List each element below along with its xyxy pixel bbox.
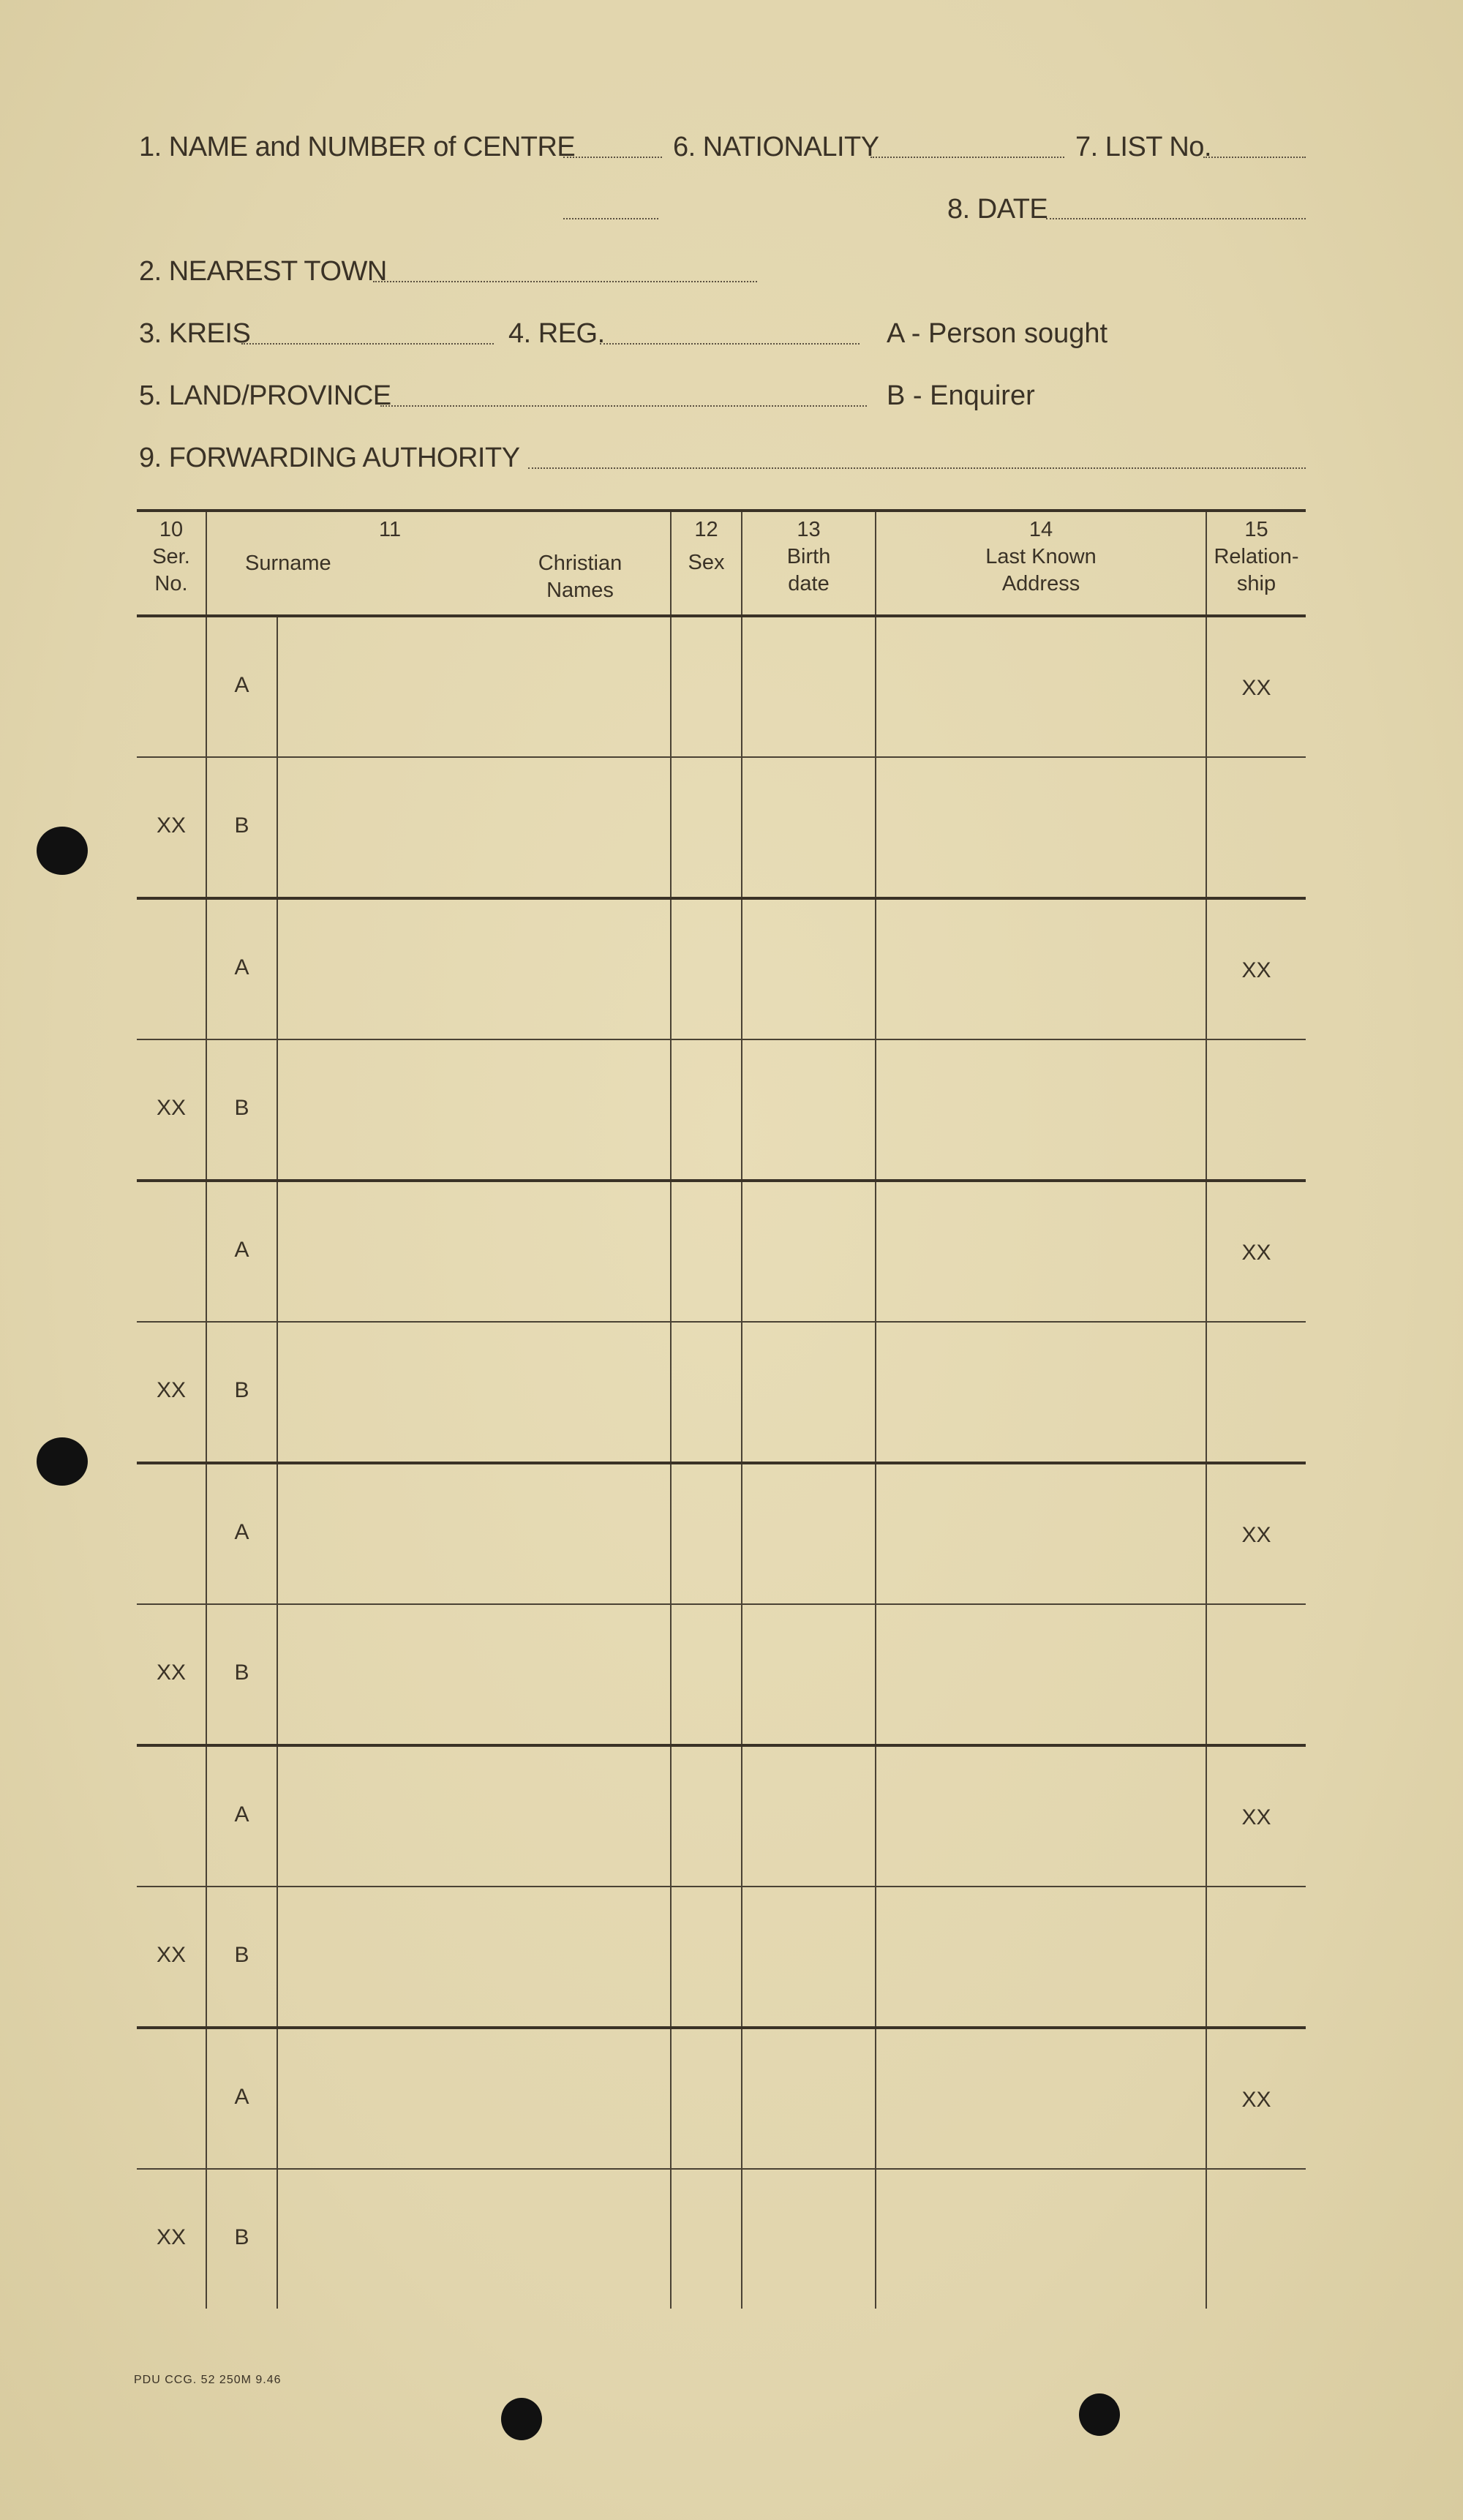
ser-no-value: XX (156, 813, 187, 838)
relationship-cell (1206, 2028, 1306, 2169)
sex-cell[interactable] (671, 898, 742, 1039)
relationship-cell (1206, 1039, 1306, 1181)
address-cell[interactable] (876, 1039, 1206, 1181)
nearest-town-label: 2. NEAREST TOWN (139, 256, 387, 287)
ser-no-value: XX (156, 2225, 187, 2249)
reg-label: 4. REG. (508, 318, 605, 349)
table-row (137, 757, 1306, 898)
col-sex: 12 Sex (671, 511, 742, 616)
birth-date-cell[interactable] (742, 1604, 876, 1745)
forwarding-authority-field[interactable] (528, 467, 1306, 469)
birth-date-cell[interactable] (742, 1745, 876, 1887)
relationship-cell (1206, 1604, 1306, 1745)
birth-date-cell[interactable] (742, 1039, 876, 1181)
list-no-field[interactable] (1203, 157, 1306, 158)
ab-cell (206, 616, 277, 757)
punch-hole (501, 2398, 542, 2440)
ab-value: A (234, 673, 249, 697)
col-relationship: 15 Relation- ship (1206, 511, 1306, 616)
relationship-cell (1206, 1745, 1306, 1887)
ab-value: B (234, 1660, 249, 1685)
relationship-cell (1206, 2169, 1306, 2309)
col-ser-no: 10 Ser. No. (137, 511, 206, 616)
birth-date-cell[interactable] (742, 1463, 876, 1604)
table-row (137, 2028, 1306, 2169)
ab-cell (206, 1039, 277, 1181)
names-cell[interactable] (277, 1039, 671, 1181)
table-row (137, 1887, 1306, 2028)
address-cell[interactable] (876, 757, 1206, 898)
names-cell[interactable] (277, 1887, 671, 2028)
relationship-value: XX (1241, 958, 1271, 982)
sex-cell[interactable] (671, 1604, 742, 1745)
birth-date-cell[interactable] (742, 1181, 876, 1322)
relationship-cell (1206, 1463, 1306, 1604)
ab-value: A (234, 955, 249, 979)
names-cell[interactable] (277, 1181, 671, 1322)
sex-cell[interactable] (671, 1322, 742, 1463)
ab-value: B (234, 1378, 249, 1402)
names-cell[interactable] (277, 898, 671, 1039)
relationship-value: XX (1241, 1523, 1271, 1547)
ser-no-value: XX (156, 1943, 187, 1967)
address-cell[interactable] (876, 1745, 1206, 1887)
ser-no-value: XX (156, 1660, 187, 1685)
table-row (137, 1745, 1306, 1887)
relationship-value: XX (1241, 1805, 1271, 1829)
kreis-label: 3. KREIS (139, 318, 251, 349)
ab-cell (206, 1604, 277, 1745)
relationship-value: XX (1241, 2088, 1271, 2112)
sex-cell[interactable] (671, 1745, 742, 1887)
legend-person-sought: A - Person sought (887, 318, 1108, 349)
sex-cell[interactable] (671, 616, 742, 757)
forwarding-authority-label: 9. FORWARDING AUTHORITY (139, 443, 520, 473)
sex-cell[interactable] (671, 2028, 742, 2169)
relationship-value: XX (1241, 676, 1271, 700)
ab-value: A (234, 2085, 249, 2109)
relationship-value: XX (1241, 1241, 1271, 1265)
sex-cell[interactable] (671, 757, 742, 898)
names-cell[interactable] (277, 616, 671, 757)
birth-date-cell[interactable] (742, 2169, 876, 2309)
ser-no-cell (137, 1887, 206, 2028)
col-surname: Surname (245, 552, 331, 575)
sex-cell[interactable] (671, 2169, 742, 2309)
names-cell[interactable] (277, 1322, 671, 1463)
ser-no-cell (137, 898, 206, 1039)
birth-date-cell[interactable] (742, 2028, 876, 2169)
address-cell[interactable] (876, 1322, 1206, 1463)
ser-no-cell (137, 1039, 206, 1181)
table-row (137, 1039, 1306, 1181)
table-header-row (137, 511, 1306, 616)
ab-value: B (234, 813, 249, 838)
relationship-cell (1206, 1181, 1306, 1322)
ser-no-value: XX (156, 1378, 187, 1402)
ab-value: A (234, 1238, 249, 1262)
ab-cell (206, 1322, 277, 1463)
nationality-label: 6. NATIONALITY (673, 132, 879, 162)
sex-cell[interactable] (671, 1463, 742, 1604)
relationship-cell (1206, 898, 1306, 1039)
ab-value: A (234, 1520, 249, 1544)
names-cell[interactable] (277, 1463, 671, 1604)
ab-value: B (234, 2225, 249, 2249)
name-centre-field[interactable] (563, 157, 662, 158)
ser-no-cell (137, 1463, 206, 1604)
birth-date-cell[interactable] (742, 757, 876, 898)
table-row (137, 616, 1306, 757)
col-christian-names: Christian Names (538, 552, 623, 602)
names-cell[interactable] (277, 1745, 671, 1887)
address-cell[interactable] (876, 2169, 1206, 2309)
ab-value: A (234, 1802, 249, 1827)
land-province-field[interactable] (380, 405, 867, 407)
address-cell[interactable] (876, 1181, 1206, 1322)
date-field[interactable] (1046, 218, 1306, 219)
punch-hole (37, 1437, 88, 1486)
ab-cell (206, 2169, 277, 2309)
relationship-cell (1206, 616, 1306, 757)
nationality-field[interactable] (870, 157, 1064, 158)
ab-value: B (234, 1096, 249, 1120)
table-row (137, 898, 1306, 1039)
table-row (137, 1181, 1306, 1322)
reg-field[interactable] (600, 343, 860, 345)
table-row (137, 1322, 1306, 1463)
ser-no-cell (137, 616, 206, 757)
sex-cell[interactable] (671, 1181, 742, 1322)
birth-date-cell[interactable] (742, 898, 876, 1039)
col-birth-date: 13 Birth date (742, 511, 876, 616)
address-cell[interactable] (876, 616, 1206, 757)
relationship-cell (1206, 757, 1306, 898)
enquiry-table (137, 509, 1306, 2309)
ab-cell (206, 757, 277, 898)
ser-no-cell (137, 2169, 206, 2309)
names-cell[interactable] (277, 2028, 671, 2169)
date-label: 8. DATE (947, 194, 1048, 225)
ser-no-cell (137, 757, 206, 898)
ser-no-cell (137, 1181, 206, 1322)
ab-cell (206, 1745, 277, 1887)
list-no-label: 7. LIST No. (1075, 132, 1212, 162)
kreis-field[interactable] (241, 343, 494, 345)
ser-no-cell (137, 1745, 206, 1887)
relationship-cell (1206, 1322, 1306, 1463)
table-row (137, 2169, 1306, 2309)
address-cell[interactable] (876, 898, 1206, 1039)
table-row (137, 1463, 1306, 1604)
ab-cell (206, 898, 277, 1039)
address-cell[interactable] (876, 1463, 1206, 1604)
birth-date-cell[interactable] (742, 616, 876, 757)
birth-date-cell[interactable] (742, 1887, 876, 2028)
col-names: 11 Surname Christian Names (206, 511, 671, 616)
punch-hole (37, 827, 88, 875)
land-province-label: 5. LAND/PROVINCE (139, 380, 391, 411)
names-cell[interactable] (277, 1604, 671, 1745)
address-cell[interactable] (876, 1887, 1206, 2028)
printer-mark: PDU CCG. 52 250M 9.46 (134, 2374, 282, 2386)
name-centre-field-line2[interactable] (563, 218, 658, 219)
sex-cell[interactable] (671, 1039, 742, 1181)
ab-cell (206, 2028, 277, 2169)
relationship-cell (1206, 1887, 1306, 2028)
ser-no-cell (137, 1322, 206, 1463)
ser-no-cell (137, 2028, 206, 2169)
ser-no-value: XX (156, 1096, 187, 1120)
names-cell[interactable] (277, 2169, 671, 2309)
names-cell[interactable] (277, 757, 671, 898)
punch-hole (1079, 2393, 1120, 2436)
ab-cell (206, 1887, 277, 2028)
ab-cell (206, 1181, 277, 1322)
table-row (137, 1604, 1306, 1745)
sex-cell[interactable] (671, 1887, 742, 2028)
name-centre-label: 1. NAME and NUMBER of CENTRE (139, 132, 576, 162)
nearest-town-field[interactable] (373, 281, 757, 282)
ab-cell (206, 1463, 277, 1604)
address-cell[interactable] (876, 2028, 1206, 2169)
address-cell[interactable] (876, 1604, 1206, 1745)
col-last-known-address: 14 Last Known Address (876, 511, 1206, 616)
ab-value: B (234, 1943, 249, 1967)
birth-date-cell[interactable] (742, 1322, 876, 1463)
legend-enquirer: B - Enquirer (887, 380, 1035, 411)
ser-no-cell (137, 1604, 206, 1745)
